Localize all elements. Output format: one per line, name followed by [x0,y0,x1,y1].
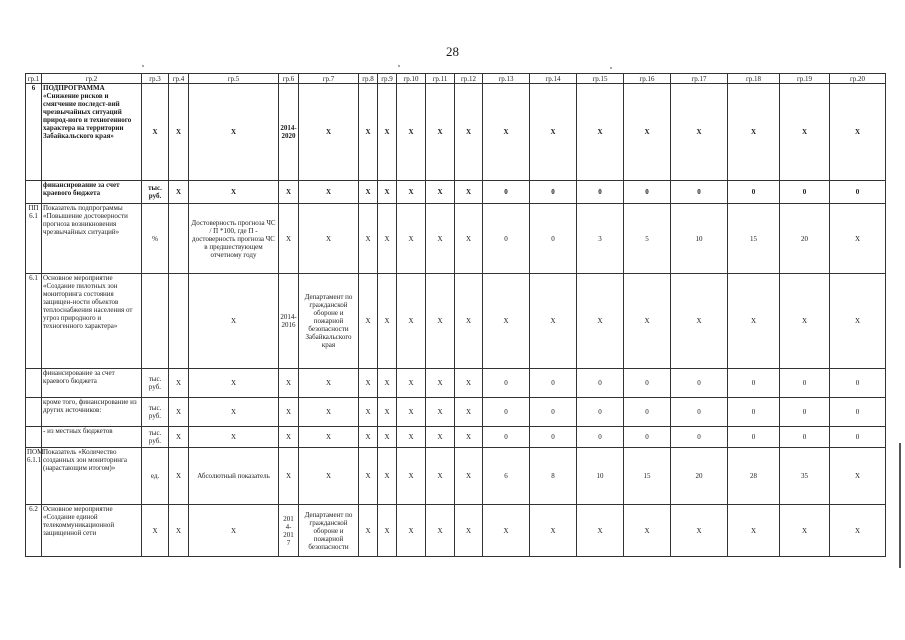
table-cell: кроме того, финансирование из других источников: [42,398,142,427]
table-cell: X [397,204,426,274]
table-cell: ПОМ 6.1.1 [26,448,42,505]
table-cell: X [830,204,886,274]
table-cell: X [279,204,299,274]
table-cell: ПОДПРОГРАММА «Снижение рисков и смягчение последст-вий чрезвычайных ситуаций природ-ного и техногенного характера на территории Забайкальского края» [42,84,142,181]
table-cell: 201 4- 201 7 [279,505,299,557]
column-header: гр.13 [483,74,530,84]
table-cell: 0 [780,427,830,448]
table-cell: 28 [728,448,780,505]
table-cell: X [359,204,378,274]
table-cell: 20 [671,448,728,505]
table-cell: 10 [671,204,728,274]
table-cell: 0 [671,181,728,204]
column-header: гр.2 [42,74,142,84]
table-cell: X [169,398,189,427]
table-cell: X [279,427,299,448]
table-cell: X [397,181,426,204]
table-cell: X [577,274,624,369]
table-row [26,448,886,505]
table-cell: X [455,274,483,369]
table-cell: X [299,448,359,505]
table-cell: X [189,181,279,204]
table-cell: X [483,84,530,181]
table-cell: X [359,398,378,427]
table-cell: X [378,274,397,369]
column-header: гр.15 [577,74,624,84]
table-cell: Показатель подпрограммы «Повышение достоверности прогноза возникновения чрезвычайных ситуаций» [42,204,142,274]
table-cell: ед. [142,448,169,505]
table-cell: X [359,274,378,369]
table-cell: X [426,398,455,427]
table-cell: ПП 6.1 [26,204,42,274]
table-cell: X [299,427,359,448]
column-header: гр.8 [359,74,378,84]
table-cell: X [397,274,426,369]
column-header: гр.17 [671,74,728,84]
column-header: гр.10 [397,74,426,84]
table-cell: 0 [671,427,728,448]
table-cell: 2014- 2016 [279,274,299,369]
table-cell: 20 [780,204,830,274]
table-cell: 0 [577,398,624,427]
table-cell: 6.1 [26,274,42,369]
table-cell: X [830,84,886,181]
column-header: гр.19 [780,74,830,84]
table-cell: X [189,84,279,181]
table-cell: 0 [728,369,780,398]
table-cell: X [455,181,483,204]
table-cell [26,181,42,204]
table-cell: X [378,398,397,427]
table-row [26,369,886,398]
table-cell: 0 [671,398,728,427]
table-row [26,505,886,557]
column-header: гр.16 [624,74,671,84]
column-header: гр.12 [455,74,483,84]
table-cell: X [671,505,728,557]
table-cell: X [455,427,483,448]
table-cell: 0 [530,398,577,427]
table-cell: X [671,84,728,181]
table-cell: X [397,398,426,427]
table-cell: 0 [624,369,671,398]
table-cell: 0 [483,181,530,204]
table-row [26,84,886,181]
table-cell: X [426,369,455,398]
table-cell: X [299,84,359,181]
table-cell: 0 [483,427,530,448]
table-cell: 0 [530,427,577,448]
table-cell: X [728,274,780,369]
scan-dot [610,67,612,69]
scan-dot [142,65,144,67]
table-cell: X [359,505,378,557]
table-cell: X [426,505,455,557]
table-cell: X [359,448,378,505]
table-cell: 5 [624,204,671,274]
scan-edge-line [899,443,901,568]
column-header: гр.5 [189,74,279,84]
table-cell: 0 [483,398,530,427]
table-cell: X [530,274,577,369]
table-cell: X [299,369,359,398]
scan-dot [398,65,400,67]
table-cell: X [780,274,830,369]
table-header-row [26,74,886,84]
table-cell: 3 [577,204,624,274]
column-header: гр.4 [169,74,189,84]
table-cell: - из местных бюджетов [42,427,142,448]
table-cell: X [397,84,426,181]
table-cell: X [577,505,624,557]
table-cell: 0 [577,181,624,204]
column-header: гр.7 [299,74,359,84]
table-cell: тыс. руб. [142,181,169,204]
table-cell: 8 [530,448,577,505]
table-cell: тыс. руб. [142,398,169,427]
table-cell: 0 [780,398,830,427]
table-cell [169,204,189,274]
table-cell: X [426,181,455,204]
table-cell: Абсолютный показатель [189,448,279,505]
table-cell: X [279,448,299,505]
table-cell: тыс. руб. [142,427,169,448]
table-cell: X [169,369,189,398]
table-cell: X [299,204,359,274]
table-cell: X [397,369,426,398]
table-cell: X [397,448,426,505]
table-cell: X [455,505,483,557]
table-row [26,398,886,427]
table-cell: X [530,505,577,557]
table-cell: 0 [577,369,624,398]
table-cell [26,398,42,427]
column-header: гр.9 [378,74,397,84]
table-cell: X [378,448,397,505]
column-header: гр.3 [142,74,169,84]
table-cell: X [780,505,830,557]
table-cell: финансирование за счет краевого бюджета [42,369,142,398]
table-row [26,204,886,274]
table-cell: X [142,505,169,557]
table-cell: X [426,84,455,181]
table-cell: X [830,505,886,557]
table-cell: X [299,181,359,204]
table-cell: 0 [830,398,886,427]
column-header: гр.1 [26,74,42,84]
table-cell: 0 [624,398,671,427]
table-cell: 0 [830,427,886,448]
table-cell: X [189,427,279,448]
table-cell: 0 [624,427,671,448]
table-cell: X [426,427,455,448]
table-cell: 0 [530,181,577,204]
table-cell: X [189,369,279,398]
table-cell: 0 [483,369,530,398]
table-cell: X [359,84,378,181]
table-cell: 0 [728,398,780,427]
column-header: гр.11 [426,74,455,84]
table-cell: 0 [830,369,886,398]
table-cell: 0 [530,204,577,274]
table-cell: X [830,448,886,505]
table-cell: X [830,274,886,369]
table-cell [26,427,42,448]
table-cell: 6.2 [26,505,42,557]
table-cell [169,274,189,369]
table-cell: % [142,204,169,274]
table-cell: X [455,369,483,398]
page-number: 28 [446,44,459,59]
table-cell: X [455,448,483,505]
table-cell [26,369,42,398]
table-cell: X [426,274,455,369]
table-cell: X [455,398,483,427]
table-cell: Департамент по гражданской обороне и пожарной безопасности Забайкальского края [299,274,359,369]
table-cell: X [378,505,397,557]
table-cell: X [455,204,483,274]
table-cell: 0 [624,181,671,204]
table-cell: X [359,427,378,448]
table-cell: X [483,505,530,557]
table-cell: Основное мероприятие «Создание единой телекоммуникационной защищенной сети [42,505,142,557]
table-row [26,427,886,448]
table-cell: X [169,84,189,181]
table-cell: тыс. руб. [142,369,169,398]
table-row [26,274,886,369]
table-cell: 6 [483,448,530,505]
table-cell: 0 [728,427,780,448]
table-cell: X [189,398,279,427]
table-cell: 0 [728,181,780,204]
table-cell: Показатель «Количество созданных зон мониторинга (нарастающим итогом)» [42,448,142,505]
column-header: гр.18 [728,74,780,84]
table-cell: X [671,274,728,369]
table-cell: X [397,427,426,448]
table-cell: X [279,181,299,204]
table-cell: финансирование за счет краевого бюджета [42,181,142,204]
table-cell: X [577,84,624,181]
table-cell: X [378,427,397,448]
table-cell: 2014- 2020 [279,84,299,181]
table-cell: X [378,84,397,181]
table-cell: X [189,505,279,557]
table-cell: X [378,369,397,398]
table-cell: 15 [728,204,780,274]
table-cell: 35 [780,448,830,505]
table-cell: X [378,181,397,204]
table-cell: 0 [530,369,577,398]
program-table [25,73,886,557]
table-cell: 0 [577,427,624,448]
table-cell: 0 [483,204,530,274]
table-cell: X [169,448,189,505]
table-cell: X [530,84,577,181]
table-cell: X [624,84,671,181]
column-header: гр.6 [279,74,299,84]
table-cell: 0 [780,181,830,204]
table-cell: X [624,274,671,369]
table-cell: X [189,274,279,369]
column-header: гр.14 [530,74,577,84]
table-cell: 6 [26,84,42,181]
table-cell: 15 [624,448,671,505]
table-cell: X [279,369,299,398]
table-cell: Достоверность прогноза ЧС / П *100, где П - достоверность прогноза ЧС в предшествующем отчетному году [189,204,279,274]
table-cell: 0 [671,369,728,398]
table-cell: X [279,398,299,427]
table-cell: 0 [780,369,830,398]
table-cell: X [728,505,780,557]
table-cell: X [299,398,359,427]
table-cell: X [483,274,530,369]
table-cell [142,274,169,369]
table-cell: Департамент по гражданской обороне и пожарной безопасности [299,505,359,557]
table-cell: 10 [577,448,624,505]
table-cell: X [397,505,426,557]
table-cell: 0 [830,181,886,204]
table-cell: X [359,369,378,398]
table-cell: X [142,84,169,181]
table-cell: X [624,505,671,557]
table-cell: Основное мероприятие «Создание пилотных зон мониторинга состояния защищен-ности объектов теплоснабжения населения от угроз природного и техногенного характера» [42,274,142,369]
table-cell: X [378,204,397,274]
table-cell: X [728,84,780,181]
table-cell: X [455,84,483,181]
table-cell: X [359,181,378,204]
column-header: гр.20 [830,74,886,84]
table-row [26,181,886,204]
table-cell: X [780,84,830,181]
table-cell: X [169,427,189,448]
table-cell: X [169,181,189,204]
table-cell: X [426,204,455,274]
table-cell: X [426,448,455,505]
table-cell: X [169,505,189,557]
